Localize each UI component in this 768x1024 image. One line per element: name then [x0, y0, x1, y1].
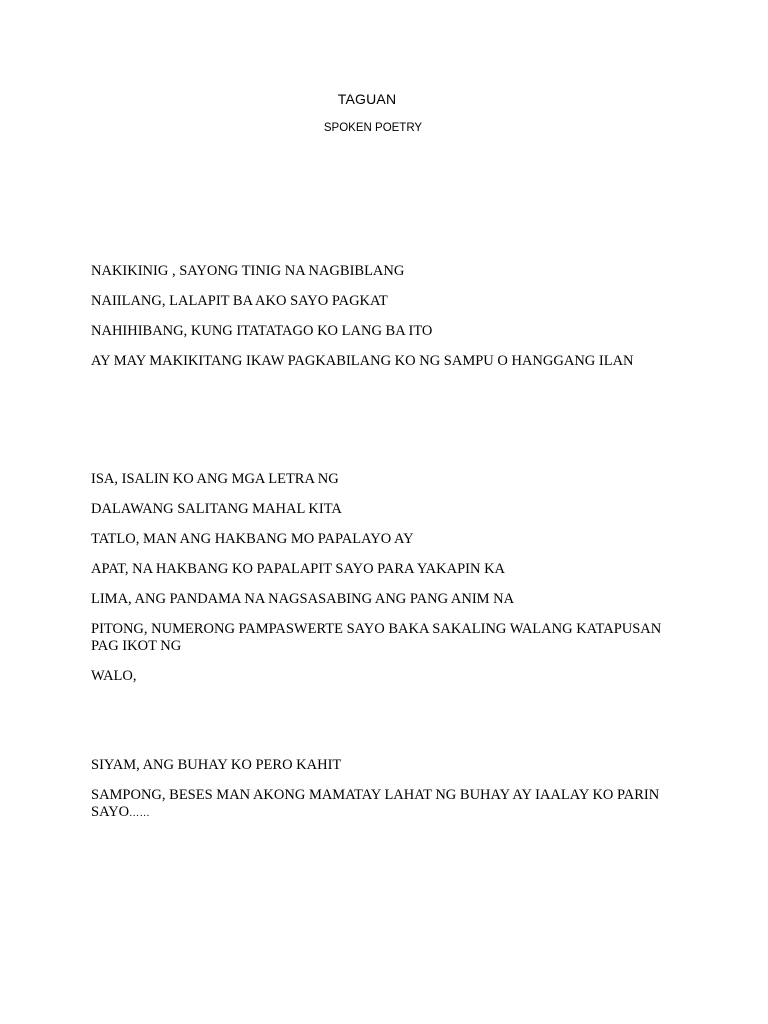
poem-line: SIYAM, ANG BUHAY KO PERO KAHIT [91, 757, 342, 773]
poem-line: AY MAY MAKIKITANG IKAW PAGKABILANG KO NG SAMPU O HANGGANG ILAN [91, 353, 634, 369]
poem-line: NAKIKINIG , SAYONG TINIG NA NAGBIBLANG [91, 263, 405, 279]
stanza-1 [91, 263, 691, 370]
poem-line: WALO, [91, 668, 137, 684]
stanza-2 [91, 471, 691, 685]
poem-line: ISA, ISALIN KO ANG MGA LETRA NG [91, 471, 339, 487]
poem-line-text: SAMPONG, BESES MAN AKONG MAMATAY LAHAT NG BUHAY AY IAALAY KO PARIN SAYO [91, 787, 660, 820]
poem-title: TAGUAN [337, 91, 397, 107]
ellipsis: …… [129, 808, 151, 819]
poem-line-last [91, 787, 691, 822]
poem-line: PITONG, NUMERONG PAMPASWERTE SAYO BAKA SAKALING WALANG KATAPUSAN PAG IKOT NG [91, 621, 662, 654]
stanza-3 [91, 757, 691, 822]
poem-line: LIMA, ANG PANDAMA NA NAGSASABING ANG PANG ANIM NA [91, 591, 515, 607]
poem-line: NAIILANG, LALAPIT BA AKO SAYO PAGKAT [91, 293, 388, 309]
poem-subtitle: SPOKEN POETRY [323, 122, 423, 134]
poem-line: DALAWANG SALITANG MAHAL KITA [91, 501, 342, 517]
poem-line: NAHIHIBANG, KUNG ITATATAGO KO LANG BA ITO [91, 323, 433, 339]
poem-line: APAT, NA HAKBANG KO PAPALAPIT SAYO PARA YAKAPIN KA [91, 561, 506, 577]
poem-line: TATLO, MAN ANG HAKBANG MO PAPALAYO AY [91, 531, 414, 547]
